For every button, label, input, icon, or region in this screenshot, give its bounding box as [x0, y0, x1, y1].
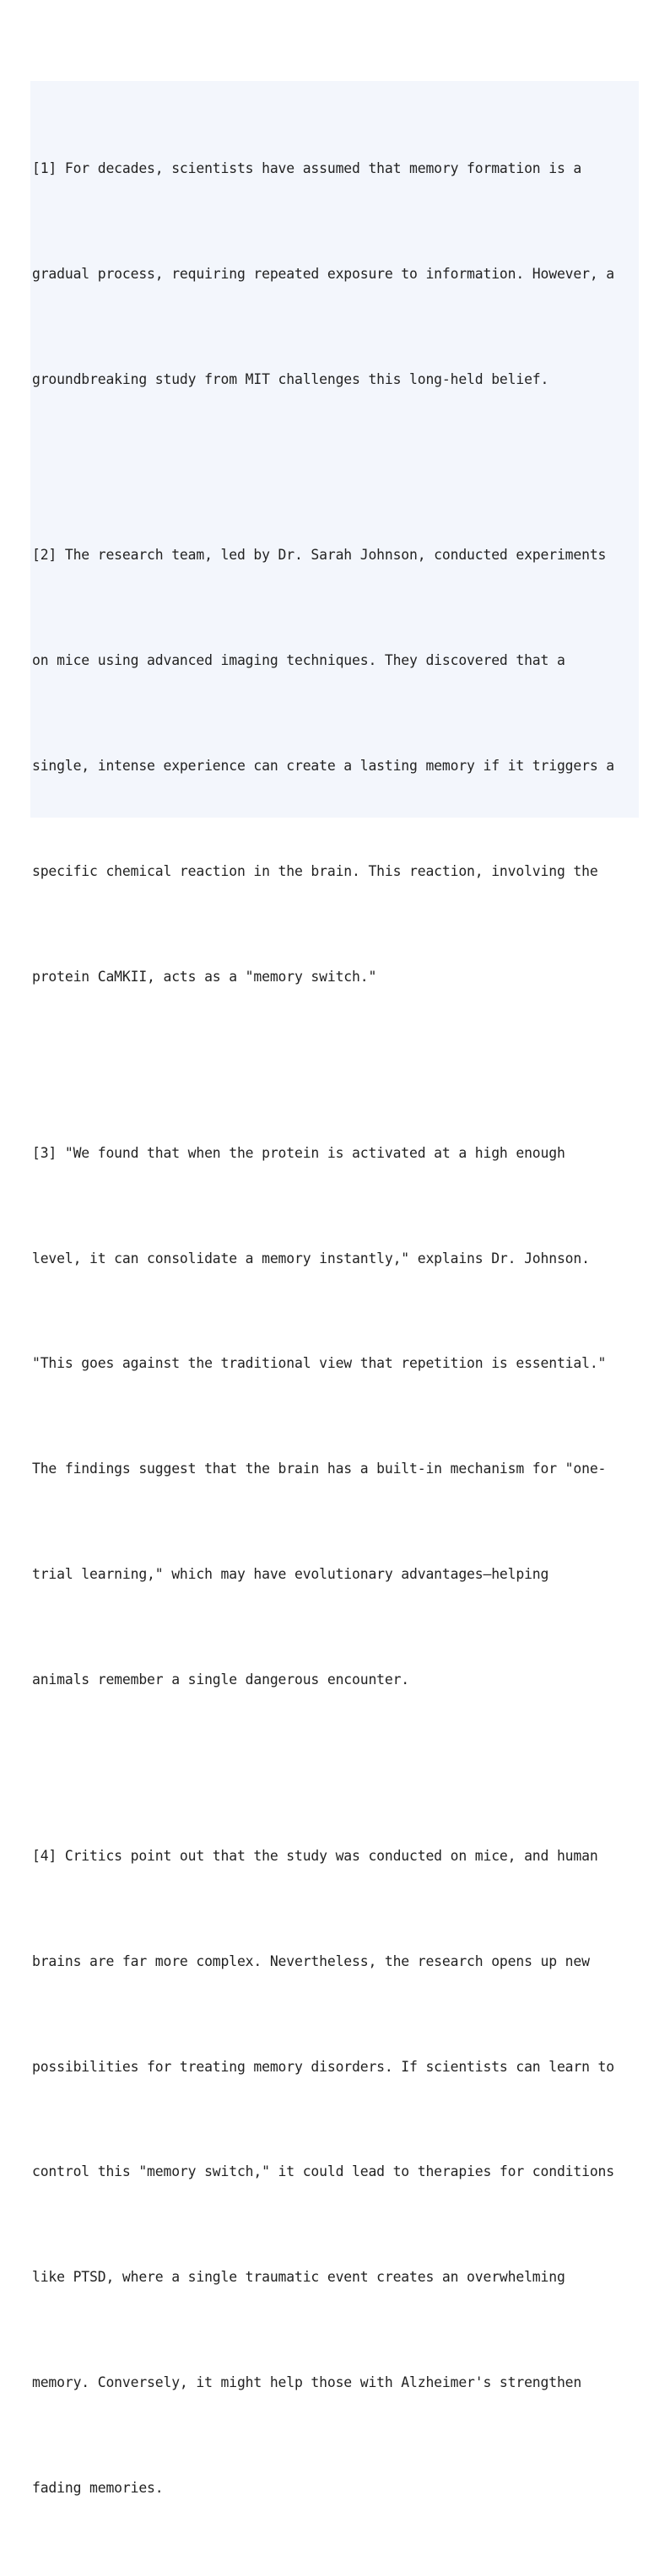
paragraph-line: on mice using advanced imaging techniques. They discovered that a	[32, 652, 565, 669]
paragraph-line: animals remember a single dangerous encounter.	[32, 1671, 410, 1688]
paragraph-line: like PTSD, where a single traumatic event creates an overwhelming	[32, 2269, 565, 2286]
paragraph-line: [3] "We found that when the protein is activated at a high enough	[32, 1144, 565, 1161]
paragraph-line: control this "memory switch," it could lead to therapies for conditions	[32, 2163, 614, 2180]
paragraph-line: "This goes against the traditional view that repetition is essential."	[32, 1355, 607, 1372]
paragraph-2	[32, 467, 639, 1065]
paragraph-line: groundbreaking study from MIT challenges this long-held belief.	[32, 371, 549, 388]
paragraph-line: single, intense experience can create a lasting memory if it triggers a	[32, 758, 614, 775]
paragraph-line: brains are far more complex. Nevertheless, the research opens up new	[32, 1952, 590, 1969]
paragraph-line: memory. Conversely, it might help those with Alzheimer's strengthen	[32, 2374, 582, 2391]
paragraph-line: The findings suggest that the brain has a built-in mechanism for "one-	[32, 1461, 607, 1477]
paragraph-1	[32, 81, 639, 467]
paragraph-line: protein CaMKII, acts as a "memory switch."	[32, 969, 377, 986]
paragraph-line: specific chemical reaction in the brain. This reaction, involving the	[32, 863, 598, 880]
paragraph-line: possibilities for treating memory disorders. If scientists can learn to	[32, 2058, 614, 2075]
paragraph-line: gradual process, requiring repeated exposure to information. However, a	[32, 266, 614, 283]
paragraph-line: level, it can consolidate a memory instantly," explains Dr. Johnson.	[32, 1250, 590, 1266]
article-text-block	[30, 81, 639, 2497]
paragraph-3	[32, 1065, 639, 1768]
paragraph-line: [2] The research team, led by Dr. Sarah Johnson, conducted experiments	[32, 547, 607, 564]
paragraph-line: [4] Critics point out that the study was conducted on mice, and human	[32, 1847, 598, 1864]
paragraph-line: fading memories.	[32, 2480, 164, 2497]
paragraph-line: trial learning," which may have evolutionary advantages—helping	[32, 1566, 549, 1583]
paragraph-line: [1] For decades, scientists have assumed that memory formation is a	[32, 160, 582, 177]
paragraph-4	[32, 1768, 639, 2576]
